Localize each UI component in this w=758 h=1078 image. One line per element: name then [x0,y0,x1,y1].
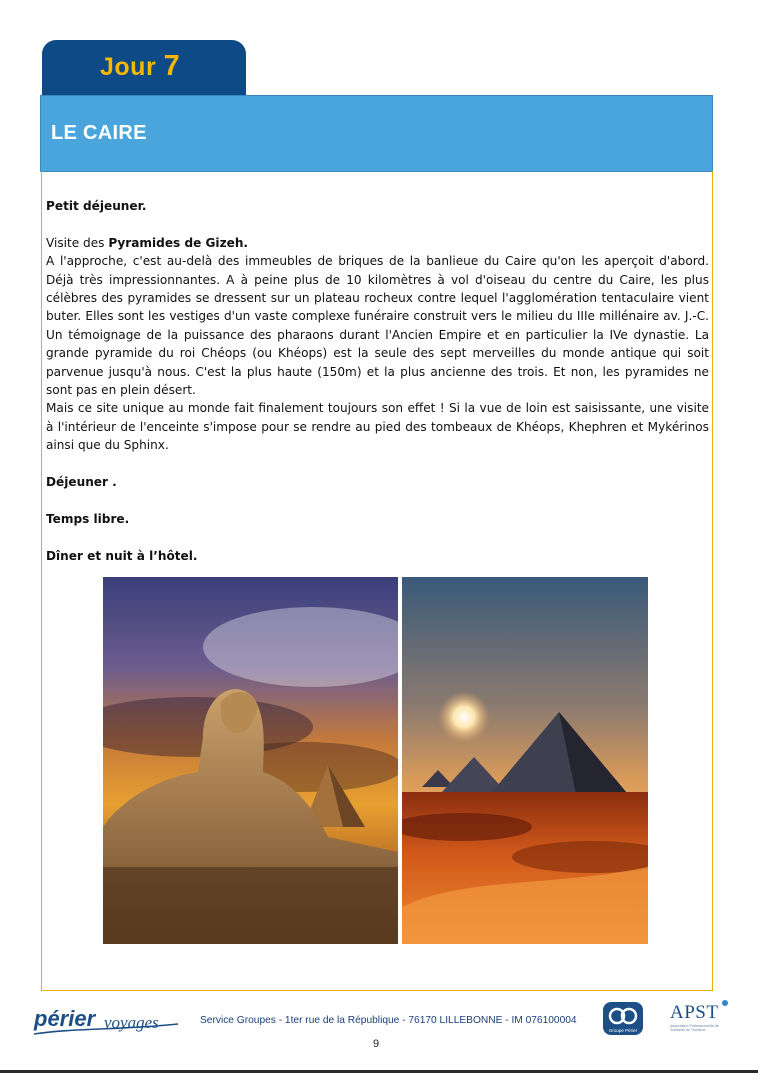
pyramids-photo [402,577,648,944]
free-time-line: Temps libre. [46,511,130,526]
day-heading [100,50,180,83]
groupe-label: Groupe Périer [608,1028,638,1033]
dinner-line: Dîner et nuit à l’hôtel. [46,548,198,563]
city-title: LE CAIRE [51,122,147,144]
sphinx-photo [103,577,398,944]
perier-voyages-logo [32,1000,182,1040]
visit-line [46,234,709,252]
apst-logo: APST [670,1002,719,1023]
program-text [46,197,709,565]
apst-subtitle: Association Professionnelle de Solidarité du Tourisme [670,1024,719,1033]
description-paragraph-1: A l'approche, c'est au-delà des immeubles de briques de la banlieue du Caire qu'on les aperçoit d'abord. Déjà très impressionnantes. A à peine plus de 10 kilomètres à vol d'oiseau du centre du Caire, les plus célèbres des pyramides se dressent sur un plateau rocheux contre lequel l'agglomération tentaculaire vient buter. Elles sont les vestiges d'un vaste complexe funéraire construit vers le milieu du IIIe millénaire av. J.-C. Un témoignage de la puissance des pharaons durant l'Ancien Empire et en particulier la IVe dynastie. La grande pyramide du roi Chéops (ou Khéops) est la seule des sept merveilles du monde antique qui soit parvenue jusqu'à nous. C'est la plus haute (150m) et la plus ancienne des trois. Et non, les pyramides ne sont pas en plein désert. [46,254,709,398]
page-number: 9 [373,1038,380,1050]
visit-prefix: Visite des [46,235,109,250]
footer-address: Service Groupes - 1ter rue de la République - 76170 LILLEBONNE - IM 076100004 [200,1015,577,1026]
apst-dot [722,1000,728,1006]
bottom-rule [0,1070,758,1073]
day-word: Jour [100,53,157,81]
brand-main: périer [34,1006,96,1031]
breakfast-line: Petit déjeuner. [46,199,147,213]
description-paragraph-2: Mais ce site unique au monde fait finalement toujours son effet ! Si la vue de loin est saisissante, une visite à l'intérieur de l'enceinte s'impose pour se rendre au pied des tombeaux de Khéops, Khephren et Mykérinos ainsi que du Sphinx. [46,401,709,453]
day-number: 7 [163,50,181,82]
lunch-line: Déjeuner . [46,475,117,490]
brand-script: voyages [104,1013,159,1032]
visit-highlight: Pyramides de Gizeh. [108,235,249,250]
